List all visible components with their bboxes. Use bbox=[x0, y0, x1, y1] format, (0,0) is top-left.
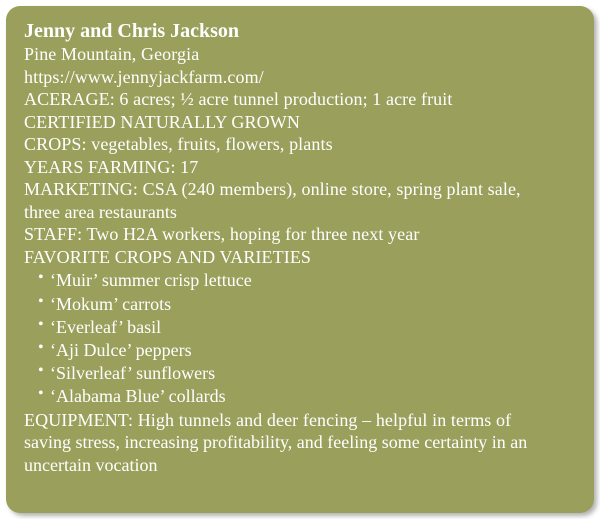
list-item: • ‘Muir’ summer crisp lettuce bbox=[24, 269, 576, 292]
acreage-line: ACERAGE: 6 acres; ½ acre tunnel production; 1 acre fruit bbox=[24, 89, 453, 110]
list-item: • ‘Silverleaf’ sunflowers bbox=[24, 362, 576, 385]
favorite-crops-heading: FAVORITE CROPS AND VARIETIES bbox=[24, 246, 312, 267]
equipment-line-2: saving stress, increasing profitability, and feeling some certainty in an bbox=[24, 432, 528, 453]
crops-line: CROPS: vegetables, fruits, flowers, plants bbox=[24, 134, 333, 155]
marketing-line-1: MARKETING: CSA (240 members), online store, spring plant sale, bbox=[24, 179, 521, 200]
staff-line: STAFF: Two H2A workers, hoping for three next year bbox=[24, 224, 420, 245]
marketing-line-2: three area restaurants bbox=[24, 201, 177, 222]
equipment-line-3: uncertain vocation bbox=[24, 454, 158, 475]
equipment-line-1: EQUIPMENT: High tunnels and deer fencing – helpful in terms of bbox=[24, 409, 512, 430]
farm-name-heading: Jenny and Chris Jackson bbox=[24, 20, 240, 42]
farm-profile-card bbox=[6, 6, 594, 513]
list-item: • ‘Mokum’ carrots bbox=[24, 293, 576, 316]
farm-website-url[interactable]: https://www.jennyjackfarm.com/ bbox=[24, 66, 264, 87]
favorite-crops-list bbox=[24, 269, 576, 408]
list-item: • ‘Aji Dulce’ peppers bbox=[24, 339, 576, 362]
farm-location: Pine Mountain, Georgia bbox=[24, 44, 200, 65]
list-item: • ‘Alabama Blue’ collards bbox=[24, 385, 576, 408]
years-farming-line: YEARS FARMING: 17 bbox=[24, 156, 199, 177]
certification-line: CERTIFIED NATURALLY GROWN bbox=[24, 111, 300, 132]
list-item: • ‘Everleaf’ basil bbox=[24, 316, 576, 339]
